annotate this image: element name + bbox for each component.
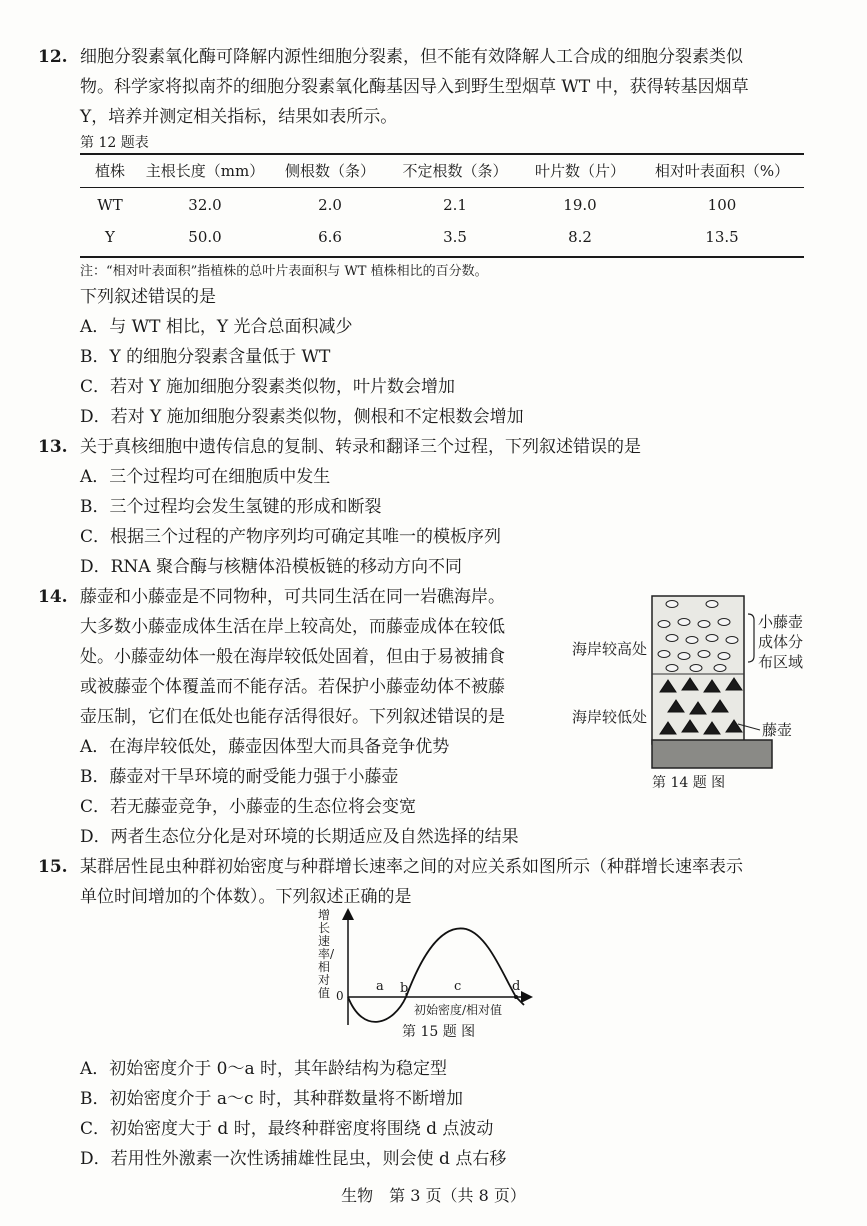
question-14-stem-line-3: 处。小藤壶幼体一般在海岸较低处固着，但由于易被捕食 <box>80 647 505 667</box>
question-13-option-b: B．三个过程均会发生氢键的形成和断裂 <box>80 497 382 517</box>
question-14-option-c: C．若无藤壶竞争，小藤壶的生态位将会变宽 <box>80 797 417 817</box>
question-12-stem-line-2: 物。科学家将拟南芥的细胞分裂素氧化酶基因导入到野生型烟草 WT 中，获得转基因烟草 <box>80 77 749 97</box>
table-top-rule <box>80 153 804 155</box>
table-header-cell: 不定根数（条） <box>402 162 508 180</box>
table-cell: 2.0 <box>318 196 342 214</box>
table-cell: 100 <box>707 196 737 214</box>
question-14-stem-line-2: 大多数小藤壶成体生活在岸上较高处，而藤壶成体在较低 <box>80 617 505 637</box>
table-cell: 32.0 <box>188 196 222 214</box>
x-axis-label: 初始密度/相对值 <box>414 1003 503 1017</box>
question-15-option-c: C．初始密度大于 d 时，最终种群密度将围绕 d 点波动 <box>80 1119 494 1139</box>
label-small-barnacle-zone-2: 成体分 <box>758 633 804 651</box>
question-13-option-c: C．根据三个过程的产物序列均可确定其唯一的模板序列 <box>80 527 502 547</box>
question-15-stem-line-1: 某群居性昆虫种群初始密度与种群增长速率之间的对应关系如图所示（种群增长速率表示 <box>80 857 743 877</box>
question-13-number: 13. <box>38 437 68 457</box>
question-14-option-d: D．两者生态位分化是对环境的长期适应及自然选择的结果 <box>80 827 519 847</box>
question-14-number: 14. <box>38 587 68 607</box>
table-header-cell: 植株 <box>94 162 125 180</box>
figure-15-growth-rate-curve <box>318 905 538 1040</box>
question-15-option-b: B．初始密度介于 a～c 时，其种群数量将不断增加 <box>80 1089 463 1109</box>
table-cell: 2.1 <box>443 196 467 214</box>
y-axis-label: 增长速率/相对值 <box>318 908 335 1000</box>
question-15-option-a: A．初始密度介于 0～a 时，其年龄结构为稳定型 <box>80 1059 448 1079</box>
point-a-label: a <box>376 979 384 994</box>
label-small-barnacle-zone-1: 小藤壶 <box>758 613 804 631</box>
table-bottom-rule <box>80 256 804 258</box>
question-15-stem-line-2: 单位时间增加的个体数）。下列叙述正确的是 <box>80 887 412 907</box>
question-12-option-c: C．若对 Y 施加细胞分裂素类似物，叶片数会增加 <box>80 377 456 397</box>
table-cell: 6.6 <box>318 228 342 246</box>
table-cell: Y <box>105 228 115 246</box>
table-header-rule <box>80 187 804 188</box>
point-d <box>514 995 518 999</box>
table-cell: 19.0 <box>563 196 597 214</box>
table-caption: 第 12 题表 <box>80 135 149 151</box>
figure-14-caption: 第 14 题 图 <box>652 775 726 791</box>
figure-14-barnacle-zonation <box>572 592 812 792</box>
question-12-stem-line-3: Y，培养并测定相关指标，结果如表所示。 <box>80 107 398 127</box>
question-13-option-a: A．三个过程均可在细胞质中发生 <box>80 467 331 487</box>
question-15-option-d: D．若用性外激素一次性诱捕雄性昆虫，则会使 d 点右移 <box>80 1149 507 1169</box>
table-cell: 13.5 <box>705 228 739 246</box>
sea-bed <box>652 740 772 768</box>
figure-15-caption: 第 15 题 图 <box>402 1024 476 1040</box>
table-cell: 3.5 <box>443 228 467 246</box>
question-12-option-d: D．若对 Y 施加细胞分裂素类似物，侧根和不定根数会增加 <box>80 407 524 427</box>
question-13-stem: 关于真核细胞中遗传信息的复制、转录和翻译三个过程，下列叙述错误的是 <box>80 437 641 457</box>
question-14-stem-line-4: 或被藤壶个体覆盖而不能存活。若保护小藤壶幼体不被藤 <box>80 677 505 697</box>
label-small-barnacle-zone-3: 布区域 <box>758 653 804 671</box>
question-13-option-d: D．RNA 聚合酶与核糖体沿模板链的移动方向不同 <box>80 557 462 577</box>
question-12-option-a: A．与 WT 相比，Y 光合总面积减少 <box>80 317 353 337</box>
label-barnacle: 藤壶 <box>762 721 793 739</box>
page-footer: 生物 第 3 页（共 8 页） <box>341 1186 526 1205</box>
question-12-stem-line-1: 细胞分裂素氧化酶可降解内源性细胞分裂素，但不能有效降解人工合成的细胞分裂素类似 <box>80 47 743 67</box>
table-header-cell: 相对叶表面积（%） <box>654 162 790 180</box>
table-header-cell: 侧根数（条） <box>284 162 375 180</box>
question-12-option-b: B．Y 的细胞分裂素含量低于 WT <box>80 347 331 367</box>
origin-label: 0 <box>336 989 344 1003</box>
table-cell: 8.2 <box>568 228 592 246</box>
table-header-cell: 叶片数（片） <box>534 162 625 180</box>
question-14-option-b: B．藤壶对干旱环境的耐受能力强于小藤壶 <box>80 767 399 787</box>
question-14-stem-line-5: 壶压制，它们在低处也能存活得很好。下列叙述错误的是 <box>80 707 505 727</box>
table-note: 注：“相对叶表面积”指植株的总叶片表面积与 WT 植株相比的百分数。 <box>80 264 488 279</box>
question-15-number: 15. <box>38 857 68 877</box>
point-b-label: b <box>400 981 409 996</box>
table-cell: 50.0 <box>188 228 222 246</box>
zone-bracket <box>748 614 754 662</box>
question-14-option-a: A．在海岸较低处，藤壶因体型大而具备竞争优势 <box>80 737 450 757</box>
point-d-label: d <box>512 979 521 994</box>
question-12-number: 12. <box>38 47 68 67</box>
question-12-prompt: 下列叙述错误的是 <box>80 287 216 307</box>
label-low-shore: 海岸较低处 <box>572 708 648 726</box>
table-header-cell: 主根长度（mm） <box>145 162 265 180</box>
table-cell: WT <box>97 196 123 214</box>
label-high-shore: 海岸较高处 <box>572 640 648 658</box>
question-14-stem-line-1: 藤壶和小藤壶是不同物种，可共同生活在同一岩礁海岸。 <box>80 587 505 607</box>
point-c-label: c <box>454 979 462 994</box>
